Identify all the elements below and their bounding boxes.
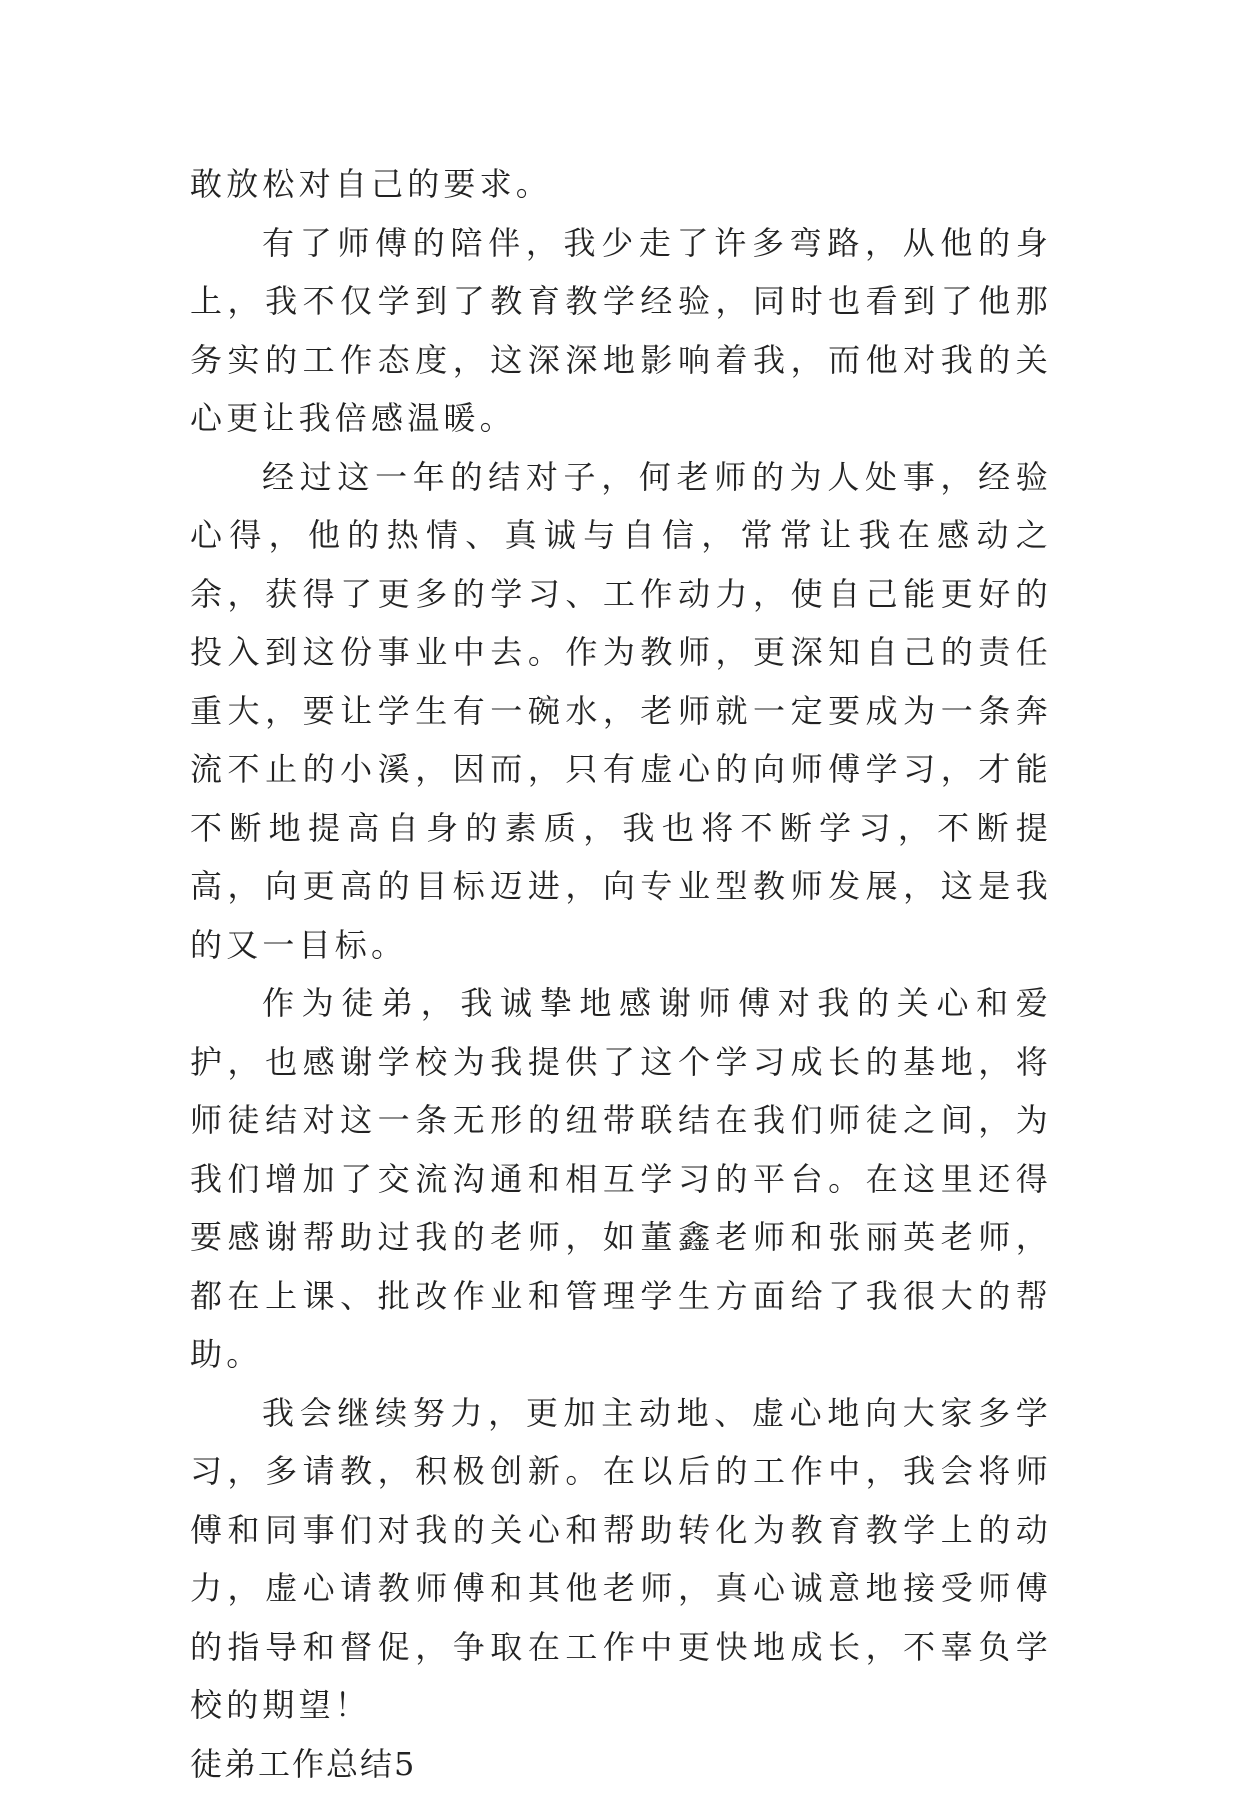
document-body xyxy=(190,155,1052,1793)
paragraph: 作为徒弟，我诚挚地感谢师傅对我的关心和爱护，也感谢学校为我提供了这个学习成长的基地，将师徒结对这一条无形的纽带联结在我们师徒之间，为我们增加了交流沟通和相互学习的平台。在这里还得要感谢帮助过我的老师，如董鑫老师和张丽英老师，都在上课、批改作业和管理学生方面给了我很大的帮助。 xyxy=(190,974,1052,1384)
paragraph: 经过这一年的结对子，何老师的为人处事，经验心得，他的热情、真诚与自信，常常让我在感动之余，获得了更多的学习、工作动力，使自己能更好的投入到这份事业中去。作为教师，更深知自己的责任重大，要让学生有一碗水，老师就一定要成为一条奔流不止的小溪，因而，只有虚心的向师傅学习，才能不断地提高自身的素质，我也将不断学习，不断提高，向更高的目标迈进，向专业型教师发展，这是我的又一目标。 xyxy=(190,448,1052,975)
paragraph: 我会继续努力，更加主动地、虚心地向大家多学习，多请教，积极创新。在以后的工作中，我会将师傅和同事们对我的关心和帮助转化为教育教学上的动力，虚心请教师傅和其他老师，真心诚意地接受师傅的指导和督促，争取在工作中更快地成长，不辜负学校的期望！ xyxy=(190,1384,1052,1735)
paragraph: 有了师傅的陪伴，我少走了许多弯路，从他的身上，我不仅学到了教育教学经验，同时也看到了他那务实的工作态度，这深深地影响着我，而他对我的关心更让我倍感温暖。 xyxy=(190,214,1052,448)
section-heading: 徒弟工作总结5 xyxy=(190,1735,1052,1793)
paragraph-continuation: 敢放松对自己的要求。 xyxy=(190,155,1052,214)
